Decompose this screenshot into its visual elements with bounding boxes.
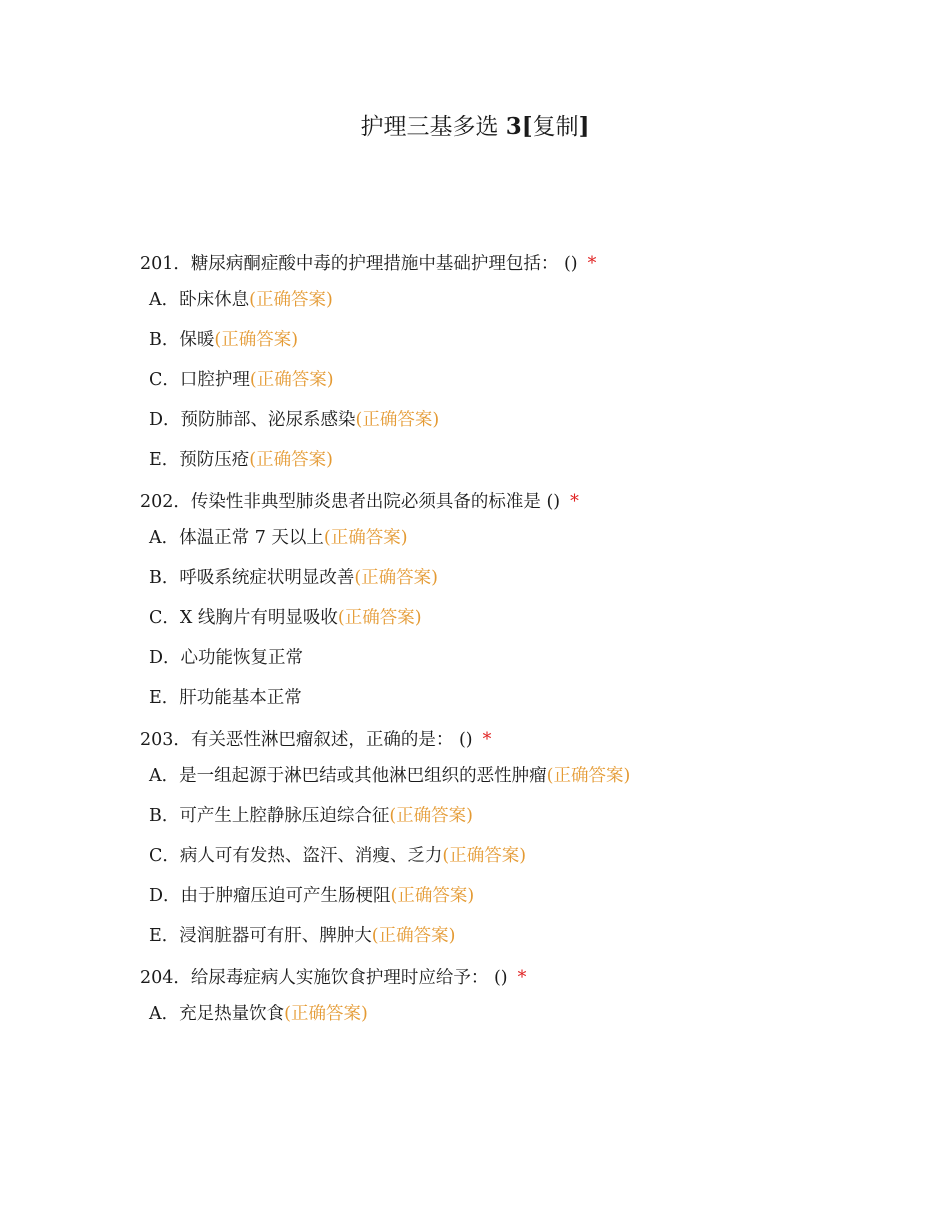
title-copy: 复制 [532, 114, 579, 140]
answer-option[interactable] [140, 366, 910, 394]
correct-answer-tag: (正确答案) [284, 1004, 368, 1024]
correct-answer-tag: (正确答案) [546, 766, 631, 786]
answer-option[interactable] [140, 406, 910, 434]
correct-answer-tag: (正确答案) [249, 290, 333, 310]
answer-option[interactable] [140, 644, 910, 672]
required-mark: * [517, 968, 527, 988]
option-label: A．体温正常 7 天以上 [149, 528, 324, 548]
correct-answer-tag: (正确答案) [389, 806, 474, 826]
correct-answer-tag: (正确答案) [442, 846, 527, 866]
page-title [0, 112, 950, 142]
correct-answer-tag: (正确答案) [323, 528, 408, 548]
answer-option[interactable] [140, 604, 910, 632]
answer-option[interactable] [140, 286, 910, 314]
question-text: 202．传染性非典型肺炎患者出院必须具备的标准是 () [140, 492, 561, 512]
title-number: 3[ [505, 113, 533, 140]
question-block [140, 726, 910, 950]
correct-answer-tag: (正确答案) [249, 450, 333, 470]
answer-option[interactable] [140, 802, 910, 830]
answer-option[interactable] [140, 524, 910, 552]
option-label: D．心功能恢复正常 [149, 648, 304, 668]
option-label: D．由于肿瘤压迫可产生肠梗阻 [149, 886, 391, 906]
option-label: E．浸润脏器可有肝、脾肿大 [149, 926, 372, 946]
question-block [140, 964, 910, 1028]
correct-answer-tag: (正确答案) [337, 608, 422, 628]
required-mark: * [587, 254, 597, 274]
option-label: D．预防肺部、泌尿系感染 [149, 410, 356, 430]
answer-option[interactable] [140, 564, 910, 592]
answer-option[interactable] [140, 684, 910, 712]
title-text: 护理三基多选 [360, 114, 506, 140]
answer-option[interactable] [140, 446, 910, 474]
answer-option[interactable] [140, 842, 910, 870]
answer-option[interactable] [140, 762, 910, 790]
option-label: C．口腔护理 [149, 370, 250, 390]
option-label: A．卧床休息 [149, 290, 250, 310]
correct-answer-tag: (正确答案) [355, 410, 440, 430]
question-text: 201．糖尿病酮症酸中毒的护理措施中基础护理包括： () [140, 254, 578, 274]
question-block [140, 488, 910, 712]
question-block [140, 250, 910, 474]
option-label: A．充足热量饮食 [149, 1004, 285, 1024]
correct-answer-tag: (正确答案) [354, 568, 439, 588]
required-mark: * [482, 730, 492, 750]
option-label: E．肝功能基本正常 [149, 688, 302, 708]
question-stem [140, 726, 910, 754]
option-label: C．病人可有发热、盗汗、消瘦、乏力 [149, 846, 443, 866]
answer-option[interactable] [140, 326, 910, 354]
correct-answer-tag: (正确答案) [371, 926, 456, 946]
question-stem [140, 488, 910, 516]
option-label: C．X 线胸片有明显吸收 [149, 608, 338, 628]
question-text: 204．给尿毒症病人实施饮食护理时应给予： () [140, 968, 508, 988]
correct-answer-tag: (正确答案) [214, 330, 299, 350]
option-label: B．呼吸系统症状明显改善 [149, 568, 355, 588]
question-stem [140, 964, 910, 992]
option-label: B．可产生上腔静脉压迫综合征 [149, 806, 390, 826]
answer-option[interactable] [140, 922, 910, 950]
option-label: E．预防压疮 [149, 450, 250, 470]
correct-answer-tag: (正确答案) [249, 370, 334, 390]
answer-option[interactable] [140, 882, 910, 910]
correct-answer-tag: (正确答案) [390, 886, 475, 906]
question-text: 203．有关恶性淋巴瘤叙述，正确的是： () [140, 730, 473, 750]
question-list [140, 250, 910, 1042]
option-label: A．是一组起源于淋巴结或其他淋巴组织的恶性肿瘤 [149, 766, 547, 786]
required-mark: * [570, 492, 579, 512]
question-stem [140, 250, 910, 278]
answer-option[interactable] [140, 1000, 910, 1028]
title-bracket: ] [578, 113, 590, 140]
option-label: B．保暖 [149, 330, 215, 350]
